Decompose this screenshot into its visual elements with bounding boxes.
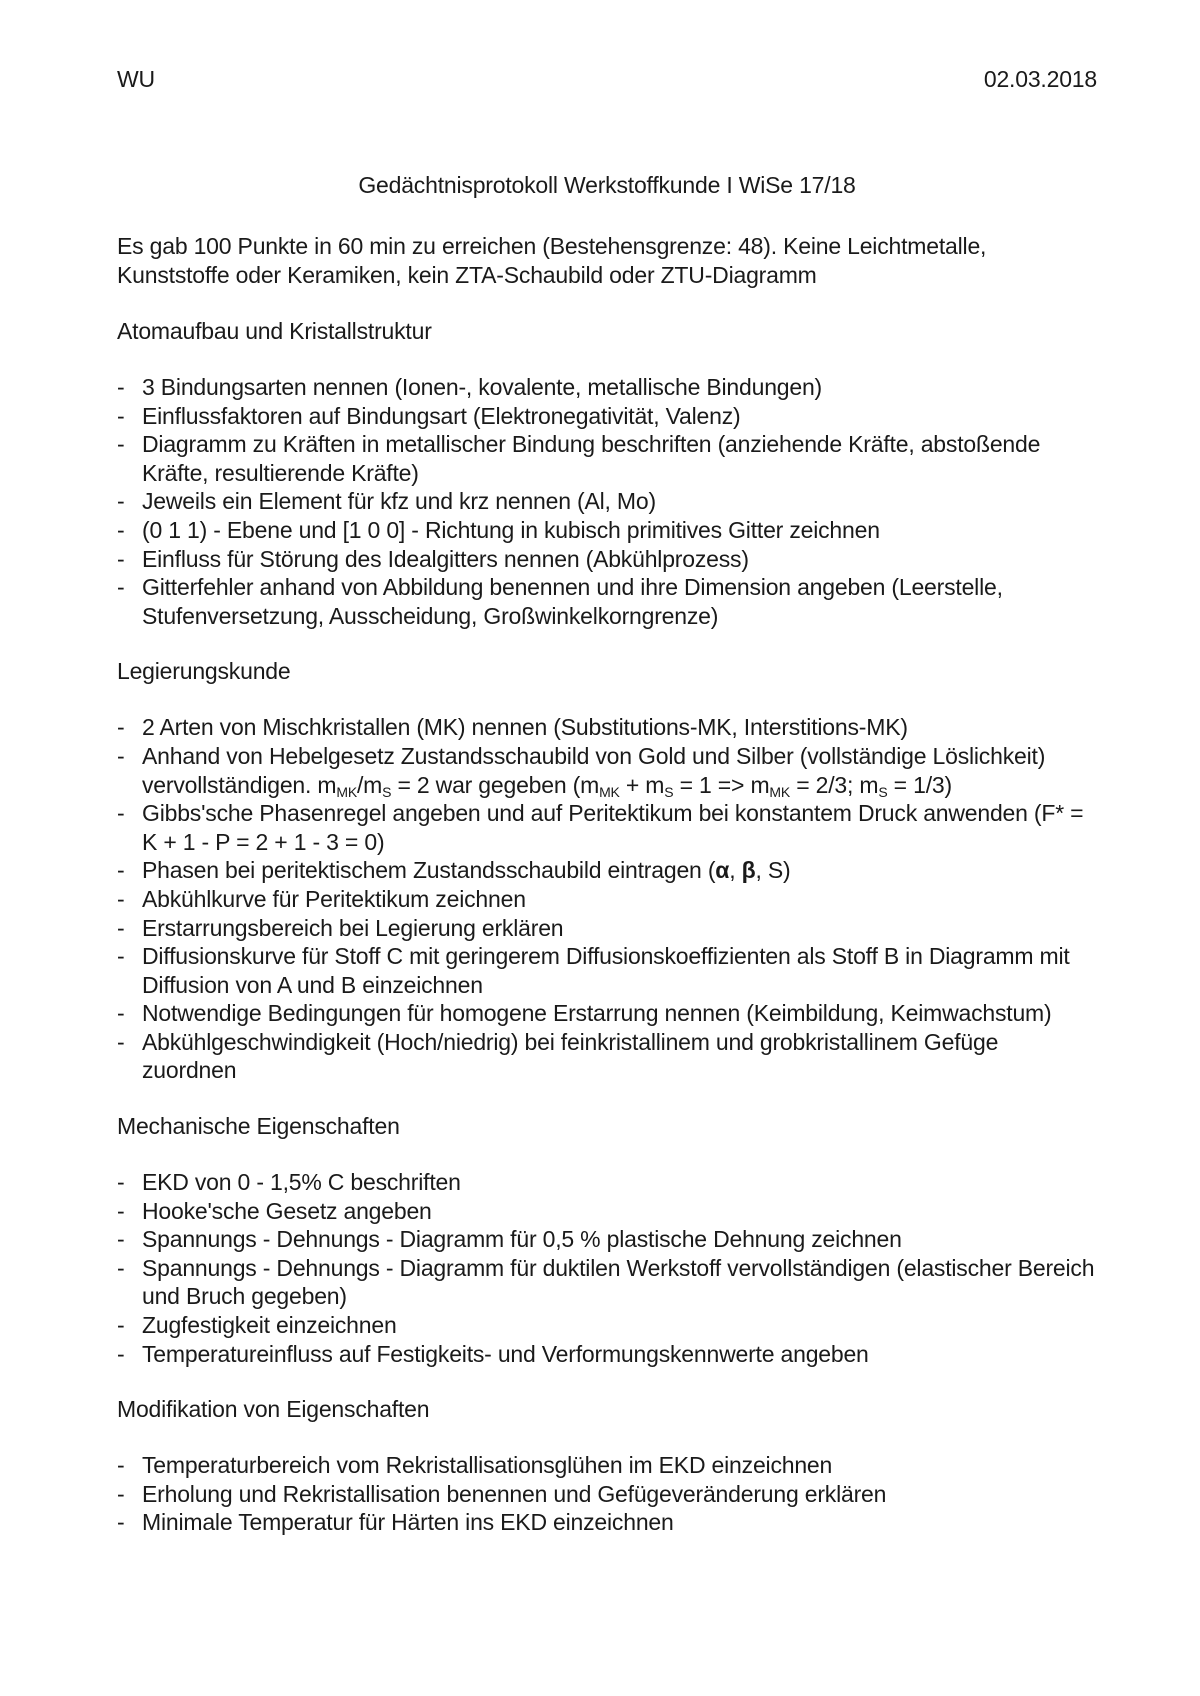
bullet-dash: - — [117, 1226, 125, 1253]
bullet-dash: - — [117, 1340, 125, 1367]
list-item: - Gibbs'sche Phasenregel angeben und auf Peritektikum bei konstantem Druck anwenden (F* = K + 1 - P = 2 + 1 - 3 = 0) — [117, 800, 1084, 855]
list-item: - Zugfestigkeit einzeichnen — [117, 1312, 397, 1339]
list-item: - Jeweils ein Element für kfz und krz nennen (Al, Mo) — [117, 488, 656, 515]
list-item: - Diffusionskurve für Stoff C mit geringerem Diffusionskoeffizienten als Stoff B in Diagramm mit Diffusion von A und B einzeichnen — [117, 943, 1070, 998]
list-item: - Gitterfehler anhand von Abbildung benennen und ihre Dimension angeben (Leerstelle, Stufenversetzung, Ausscheidung, Großwinkelkorngrenze) — [117, 574, 1003, 629]
bullet-list — [117, 1451, 1097, 1537]
bullet-list — [117, 1168, 1097, 1368]
page-header — [117, 66, 1097, 106]
bullet-dash: - — [117, 516, 125, 543]
list-item: - Hooke'sche Gesetz angeben — [117, 1197, 432, 1224]
section-title: Modifikation von Eigenschaften — [117, 1396, 430, 1423]
list-item — [117, 742, 1097, 799]
bullet-dash: - — [117, 943, 125, 970]
author-initials: WU — [117, 66, 155, 92]
list-item: - Notwendige Bedingungen für homogene Erstarrung nennen (Keimbildung, Keimwachstum) — [117, 1000, 1052, 1027]
bullet-dash: - — [117, 1254, 125, 1281]
list-item: - Spannungs - Dehnungs - Diagramm für duktilen Werkstoff vervollständigen (elastischer Bereich und Bruch gegeben) — [117, 1254, 1095, 1310]
bullet-dash: - — [117, 857, 125, 884]
section-atomaufbau — [117, 317, 1097, 630]
document-page — [117, 66, 1097, 1537]
list-item: - 2 Arten von Mischkristallen (MK) nennen (Substitutions-MK, Interstitions-MK) — [117, 714, 908, 741]
list-item: - (0 1 1) - Ebene und [1 0 0] - Richtung in kubisch primitives Gitter zeichnen — [117, 516, 880, 543]
section-title: Atomaufbau und Kristallstruktur — [117, 318, 432, 344]
bullet-dash: - — [117, 1197, 125, 1224]
bullet-dash: - — [117, 914, 125, 941]
list-item: - Abkühlkurve für Peritektikum zeichnen — [117, 885, 526, 912]
bullet-dash: - — [117, 402, 125, 429]
section-modifikation — [117, 1395, 1097, 1537]
list-item: - EKD von 0 - 1,5% C beschriften — [117, 1169, 461, 1196]
list-item: - 3 Bindungsarten nennen (Ionen-, kovalente, metallische Bindungen) — [117, 374, 823, 400]
bullet-list — [117, 373, 1097, 630]
list-item: - Diagramm zu Kräften in metallischer Bindung beschriften (anziehende Kräfte, abstoßende Kräfte, resultierende Kräfte) — [117, 431, 1041, 486]
bullet-dash: - — [117, 374, 125, 400]
list-item: - Einflussfaktoren auf Bindungsart (Elektronegativität, Valenz) — [117, 402, 741, 429]
bullet-dash: - — [117, 1509, 125, 1536]
document-title: Gedächtnisprotokoll Werkstoffkunde I WiSe 17/18 — [358, 172, 856, 198]
bullet-dash: - — [117, 742, 125, 769]
bullet-dash: - — [117, 431, 125, 458]
section-title: Legierungskunde — [117, 658, 291, 685]
list-item: - Abkühlgeschwindigkeit (Hoch/niedrig) bei feinkristallinem und grobkristallinem Gefüge zuordnen — [117, 1028, 999, 1084]
list-item — [117, 856, 1097, 885]
bullet-list — [117, 713, 1097, 1085]
bullet-dash: - — [117, 488, 125, 515]
list-item: - Erholung und Rekristallisation benennen und Gefügeveränderung erklären — [117, 1480, 887, 1507]
bullet-dash: - — [117, 545, 125, 572]
exam-date: 02.03.2018 — [983, 66, 1097, 92]
list-item: - Einfluss für Störung des Idealgitters nennen (Abkühlprozess) — [117, 545, 749, 572]
intro-paragraph: Es gab 100 Punkte in 60 min zu erreichen (Bestehensgrenze: 48). Keine Leichtmetalle, Kunststoffe oder Keramiken, kein ZTA-Schaubild oder ZTU-Diagramm — [117, 233, 987, 288]
bullet-dash: - — [117, 574, 125, 601]
bullet-dash: - — [117, 714, 125, 741]
bullet-dash: - — [117, 1000, 125, 1027]
alpha-symbol: α — [715, 857, 730, 884]
bullet-dash: - — [117, 1452, 125, 1479]
bullet-dash: - — [117, 1169, 125, 1196]
hebelgesetz-text: Anhand von Hebelgesetz Zustandsschaubild von Gold und Silber (vollständige Löslichkeit) vervollständigen. $m_{MK}/m_S = 2$ war gegeben ($m_{MK} + m_S = 1 => m_{MK} = 2/3$; $m_S = 1/3$) — [142, 742, 1046, 800]
section-title: Mechanische Eigenschaften — [117, 1113, 400, 1140]
bullet-dash: - — [117, 1028, 125, 1055]
list-item: - Minimale Temperatur für Härten ins EKD einzeichnen — [117, 1509, 674, 1536]
bullet-dash: - — [117, 885, 125, 912]
list-item: - Erstarrungsbereich bei Legierung erklären — [117, 914, 564, 941]
section-mechanische-eigenschaften — [117, 1112, 1097, 1368]
bullet-dash: - — [117, 800, 125, 827]
beta-symbol: β — [741, 857, 756, 884]
list-item: - Spannungs - Dehnungs - Diagramm für 0,5 % plastische Dehnung zeichnen — [117, 1226, 902, 1253]
bullet-dash: - — [117, 1480, 125, 1507]
phasen-text: Phasen bei peritektischem Zustandsschaubild eintragen (α, β, S) — [142, 857, 791, 884]
list-item: - Temperatureinfluss auf Festigkeits- und Verformungskennwerte angeben — [117, 1340, 869, 1367]
bullet-dash: - — [117, 1312, 125, 1339]
list-item: - Temperaturbereich vom Rekristallisationsglühen im EKD einzeichnen — [117, 1452, 833, 1479]
section-legierungskunde — [117, 657, 1097, 1085]
